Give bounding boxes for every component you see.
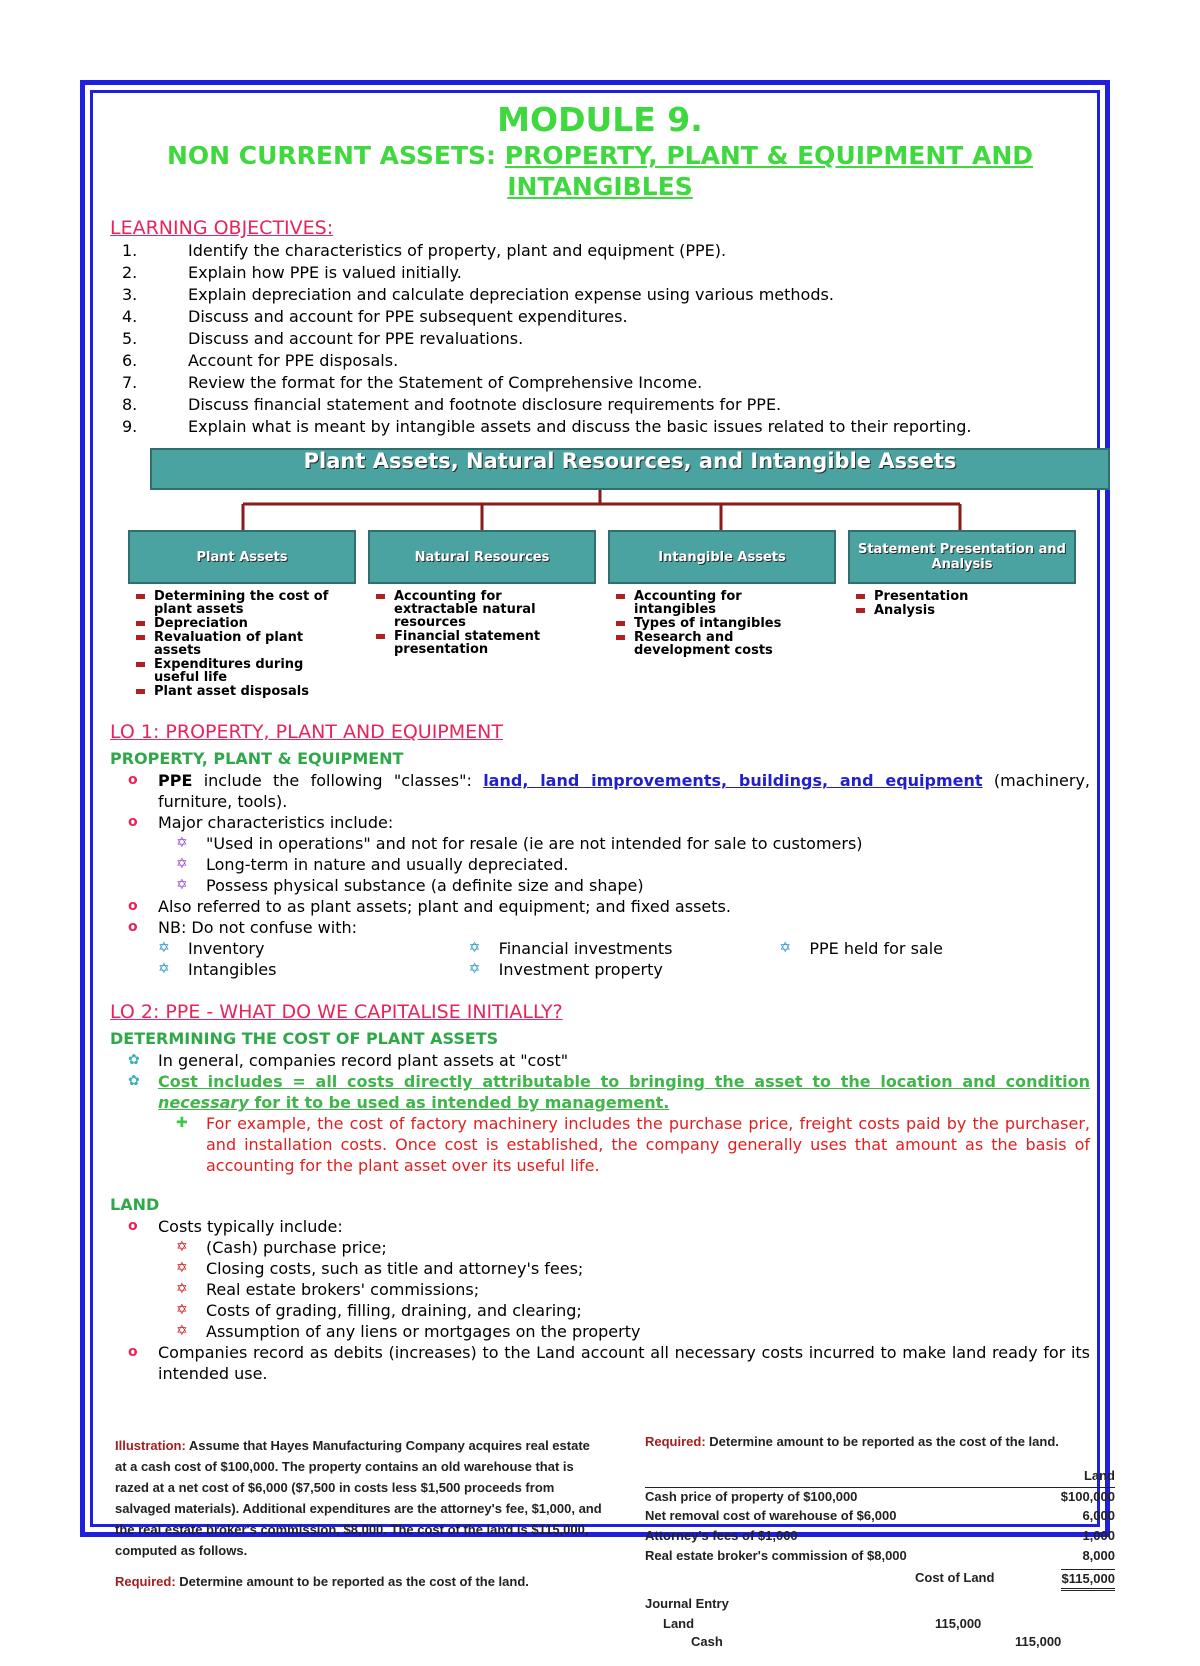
circle-bullet-icon: o xyxy=(128,1344,138,1360)
objective-item: 1. Identify the characteristics of property, plant and equipment (PPE). xyxy=(122,241,727,260)
diagram-list-item: Financial statement presentation xyxy=(372,630,582,656)
objectives-list xyxy=(110,240,1090,438)
diagram-list-item: Presentation xyxy=(852,590,1062,603)
objective-item: 7. Review the format for the Statement of Comprehensive Income. xyxy=(122,373,703,392)
star-bullet-icon: ✡ xyxy=(176,1239,188,1255)
confuse-item: ✡ Investment property xyxy=(468,960,663,979)
diagram-list-statement xyxy=(852,590,1062,618)
diagram-box-natural-resources: Natural Resources xyxy=(368,530,596,584)
star-bullet-icon: ✡ xyxy=(176,1302,188,1318)
example-item: ✚ For example, the cost of factory machinery includes the purchase price, freight costs paid by the purchaser, and installation costs. Once cost is established, the company generally uses that amount as the basis of accounting for the plant asset over its useful life. xyxy=(176,1114,1090,1175)
journal-entry-head: Journal Entry xyxy=(645,1596,729,1611)
subtitle-underlined-1: PROPERTY, PLANT & EQUIPMENT AND xyxy=(504,141,1034,170)
diagram-list-item: Determining the cost of plant assets xyxy=(132,590,342,616)
diagram-header: Plant Assets, Natural Resources, and Intangible Assets xyxy=(150,448,1110,490)
confuse-item: ✡ Financial investments xyxy=(468,939,673,958)
module-title: MODULE 9. xyxy=(497,100,703,139)
objective-item: 6. Account for PPE disposals. xyxy=(122,351,399,370)
land-cost-item: ✡ Closing costs, such as title and attorney's fees; xyxy=(176,1259,584,1278)
confuse-column xyxy=(779,938,1090,980)
subtitle-plain: NON CURRENT ASSETS: xyxy=(166,141,505,170)
diagram-box-intangible-assets: Intangible Assets xyxy=(608,530,836,584)
land-illustration xyxy=(115,1435,1115,1665)
cost-row: Net removal cost of warehouse of $6,000 6,000 xyxy=(645,1508,1115,1523)
objective-item: 3. Explain depreciation and calculate depreciation expense using various methods. xyxy=(122,285,834,304)
characteristic-item: ✡ Long-term in nature and usually depreciated. xyxy=(176,855,569,874)
land-cost-item: ✡ Real estate brokers' commissions; xyxy=(176,1280,480,1299)
chapter-overview-diagram xyxy=(120,440,1120,720)
star-bullet-icon: ✡ xyxy=(468,961,481,977)
objective-item: 4. Discuss and account for PPE subsequent expenditures. xyxy=(122,307,628,326)
module-subtitle xyxy=(110,140,1090,202)
diagram-list-item: Revaluation of plant assets xyxy=(132,631,342,657)
objective-item: 2. Explain how PPE is valued initially. xyxy=(122,263,462,282)
star-bullet-icon: ✡ xyxy=(176,1260,188,1276)
lo2-list xyxy=(110,1050,1090,1176)
diagram-list-item: Accounting for extractable natural resources xyxy=(372,590,582,629)
required-note: Required: Determine amount to be reported as the cost of the land. xyxy=(645,1434,1059,1449)
confuse-column xyxy=(469,938,780,980)
general-cost-item: ✿ In general, companies record plant assets at "cost" xyxy=(128,1051,569,1070)
land-record-item: o Companies record as debits (increases) to the Land account all necessary costs incurred to make land ready for its intended use. xyxy=(128,1343,1090,1383)
confuse-item: ✡ Intangibles xyxy=(158,960,277,979)
land-cost-item: ✡ (Cash) purchase price; xyxy=(176,1238,387,1257)
cost-includes-item: ✿ Cost includes = all costs directly attributable to bringing the asset to the location and condition necessary for it to be used as intended by management. ✚ For example, the cost of factory machinery includes the purchase price, freight costs paid by the purchaser, and installation costs. Once cost is established, the company generally uses that amount as the basis of accounting for the plant asset over its useful life. xyxy=(128,1072,1090,1175)
objective-item: 9. Explain what is meant by intangible assets and discuss the basic issues related to their reporting. xyxy=(122,417,972,436)
learning-objectives-heading: LEARNING OBJECTIVES: xyxy=(110,217,334,239)
star-bullet-icon: ✡ xyxy=(176,835,188,851)
diagram-list-item: Accounting for intangibles xyxy=(612,590,822,616)
circle-bullet-icon: o xyxy=(128,772,138,788)
confuse-item: ✡ PPE held for sale xyxy=(779,939,944,958)
cross-bullet-icon: ✚ xyxy=(176,1115,188,1131)
star-bullet-icon: ✡ xyxy=(176,877,188,893)
also-referred-item: o Also referred to as plant assets; plant and equipment; and fixed assets. xyxy=(128,897,731,916)
diagram-list-item: Analysis xyxy=(852,604,1062,617)
major-characteristics-item: o Major characteristics include: ✡ "Used in operations" and not for resale (ie are not intended for sale to customers) ✡ Long-term in nature and usually depreciated. ✡ Possess physical substance (a definite size and shape) xyxy=(110,812,1090,896)
land-costs-item: o Costs typically include: ✡ (Cash) purchase price; ✡ Closing costs, such as title and attorney's fees; ✡ Real estate brokers' commissions; ✡ Costs of grading, filling, draining, and clearing; ✡ Assumption of any liens or mortgages on the property xyxy=(110,1216,1090,1342)
circle-bullet-icon: o xyxy=(128,898,138,914)
land-column-head: Land xyxy=(1083,1468,1115,1483)
diagram-box-plant-assets: Plant Assets xyxy=(128,530,356,584)
subtitle-underlined-2: INTANGIBLES xyxy=(507,172,693,201)
example-list xyxy=(158,1113,1090,1176)
gear-bullet-icon: ✿ xyxy=(128,1073,140,1089)
circle-bullet-icon: o xyxy=(128,814,138,830)
star-bullet-icon: ✡ xyxy=(176,1323,188,1339)
star-bullet-icon: ✡ xyxy=(158,961,170,977)
star-bullet-icon: ✡ xyxy=(779,940,792,956)
star-bullet-icon: ✡ xyxy=(176,856,188,872)
illustration-text: Illustration: Assume that Hayes Manufacturing Company acquires real estate at a cash cost of $100,000. The property contains an old warehouse that is razed at a net cost of $6,000 ($7,500 in costs less $1,500 proceeds from salvaged materials). Additional expenditures are the attorney's fee, $1,000, and the real estate broker's commission, $8,000. The cost of the land is $115,000, computed as follows. Required: Determine amount to be reported as the cost of the land. xyxy=(115,1438,602,1589)
cost-row: Attorney's fees of $1,000 1,000 xyxy=(645,1528,1115,1543)
do-not-confuse-grid xyxy=(110,938,1090,980)
confuse-column xyxy=(158,938,469,980)
lo2-heading: LO 2: PPE - WHAT DO WE CAPITALISE INITIALLY? xyxy=(110,1001,563,1023)
diagram-list-item: Research and development costs xyxy=(612,631,822,657)
star-bullet-icon: ✡ xyxy=(468,940,481,956)
diagram-list-item: Types of intangibles xyxy=(612,617,822,630)
cost-row: Real estate broker's commission of $8,000 8,000 xyxy=(645,1548,1115,1563)
land-cost-item: ✡ Assumption of any liens or mortgages on the property xyxy=(176,1322,641,1341)
lo1-heading: LO 1: PROPERTY, PLANT AND EQUIPMENT xyxy=(110,721,503,743)
diagram-list-intangible-assets xyxy=(612,590,822,658)
objective-item: 5. Discuss and account for PPE revaluations. xyxy=(122,329,524,348)
diagram-list-natural-resources xyxy=(372,590,582,657)
journal-debit-row: Land 115,000 xyxy=(663,1616,982,1631)
ppe-classes-item: o PPE include the following "classes": land, land improvements, buildings, and equipment (machinery, furniture, tools). xyxy=(128,771,1091,811)
star-bullet-icon: ✡ xyxy=(176,1281,188,1297)
ppe-subheading: PROPERTY, PLANT & EQUIPMENT xyxy=(110,749,404,768)
land-list xyxy=(110,1216,1090,1384)
diagram-list-plant-assets xyxy=(132,590,342,699)
characteristic-item: ✡ "Used in operations" and not for resale (ie are not intended for sale to customers) xyxy=(176,834,863,853)
lo1-list xyxy=(110,770,1090,938)
journal-credit-row: Cash 115,000 xyxy=(691,1634,1062,1649)
diagram-list-item: Plant asset disposals xyxy=(132,685,342,698)
land-cost-item: ✡ Costs of grading, filling, draining, and clearing; xyxy=(176,1301,582,1320)
star-bullet-icon: ✡ xyxy=(158,940,170,956)
diagram-list-item: Expenditures during useful life xyxy=(132,658,342,684)
document-content xyxy=(110,100,1090,1384)
cost-row: Cash price of property of $100,000 $100,000 xyxy=(645,1489,1115,1504)
diagram-list-item: Depreciation xyxy=(132,617,342,630)
ppe-classes-link[interactable]: land, land improvements, buildings, and equipment xyxy=(483,771,983,790)
circle-bullet-icon: o xyxy=(128,919,138,935)
gear-bullet-icon: ✿ xyxy=(128,1052,140,1068)
objective-item: 8. Discuss financial statement and footnote disclosure requirements for PPE. xyxy=(122,395,782,414)
land-heading: LAND xyxy=(110,1195,160,1214)
diagram-box-statement-presentation: Statement Presentation and Analysis xyxy=(848,530,1076,584)
cost-subheading: DETERMINING THE COST OF PLANT ASSETS xyxy=(110,1029,499,1048)
circle-bullet-icon: o xyxy=(128,1218,138,1234)
land-costs-list xyxy=(158,1237,1090,1342)
characteristic-item: ✡ Possess physical substance (a definite size and shape) xyxy=(176,876,644,895)
nb-item: o NB: Do not confuse with: xyxy=(128,918,358,937)
characteristics-list xyxy=(158,833,1090,896)
total-row: Cost of Land $115,000 xyxy=(645,1569,1115,1587)
confuse-item: ✡ Inventory xyxy=(158,939,265,958)
